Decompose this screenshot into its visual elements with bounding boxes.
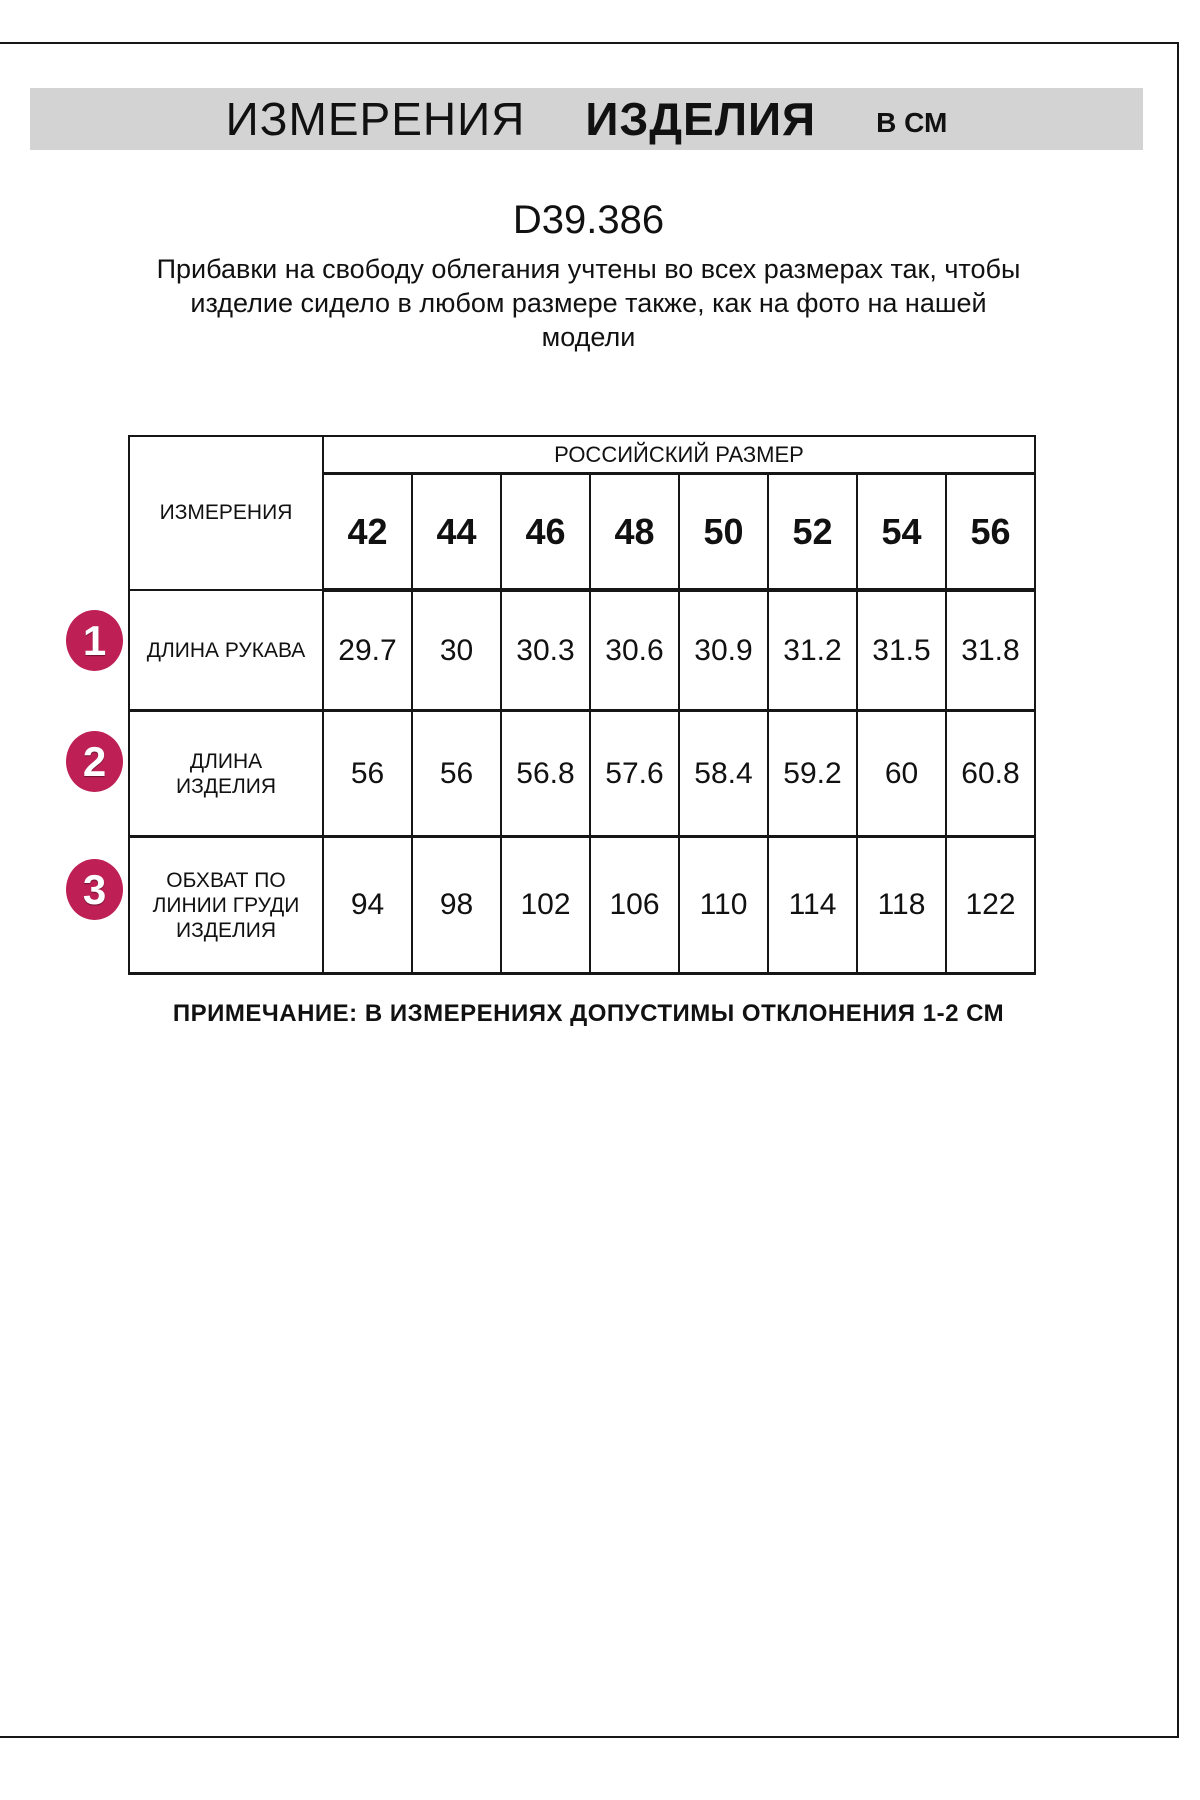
value-cell: 98 [412,837,501,974]
size-header-cell: 50 [679,474,768,591]
model-code: D39.386 [512,198,665,242]
value-cell: 102 [501,837,590,974]
value-cell: 56 [323,711,412,837]
value-cell: 60.8 [946,711,1035,837]
value-cell: 29.7 [323,590,412,711]
row-label-line: ДЛИНА [189,749,263,773]
table-row-chest-girth [129,837,1035,974]
value-cell: 57.6 [590,711,679,837]
row-marker-2: 2 [66,731,123,792]
value-cell: 106 [590,837,679,974]
title-unit: В СМ [876,107,948,138]
row-marker-3: 3 [66,859,123,920]
size-header-cell: 44 [412,474,501,591]
description-line: модели [541,322,636,352]
value-cell: 118 [857,837,946,974]
value-cell: 30.6 [590,590,679,711]
table-row-product-length [129,711,1035,837]
value-cell: 31.2 [768,590,857,711]
value-cell: 110 [679,837,768,974]
table-row-sleeve-length [129,590,1035,711]
description [0,252,1177,354]
tolerance-note: ПРИМЕЧАНИЕ: В ИЗМЕРЕНИЯХ ДОПУСТИМЫ ОТКЛОНЕНИЯ 1-2 СМ [172,1000,1005,1027]
row-label-line: ИЗДЕЛИЯ [175,918,277,942]
title-measurements: ИЗМЕРЕНИЯ [225,93,526,145]
description-line: Прибавки на свободу облегания учтены во всех размерах так, чтобы [156,254,1021,284]
value-cell: 122 [946,837,1035,974]
description-line: изделие сидело в любом размере также, как на фото на нашей [190,288,987,318]
title-product: ИЗДЕЛИЯ [585,93,817,145]
row-label-cell [129,590,323,711]
row-label-line: ДЛИНА РУКАВА [146,638,306,662]
title-bar [30,88,1143,150]
value-cell: 94 [323,837,412,974]
size-table [128,435,1036,975]
value-cell: 56 [412,711,501,837]
value-cell: 56.8 [501,711,590,837]
size-header-cell: 54 [857,474,946,591]
row-label-line: ИЗДЕЛИЯ [175,774,277,798]
row-label-line: ОБХВАТ ПО [166,868,286,892]
size-header-cell: 56 [946,474,1035,591]
value-cell: 58.4 [679,711,768,837]
value-cell: 114 [768,837,857,974]
value-cell: 31.5 [857,590,946,711]
value-cell: 30 [412,590,501,711]
row-label-cell [129,837,323,974]
size-header-cell: 52 [768,474,857,591]
row-label-cell [129,711,323,837]
value-cell: 30.9 [679,590,768,711]
measure-header-cell: ИЗМЕРЕНИЯ [129,436,323,590]
value-cell: 59.2 [768,711,857,837]
value-cell: 31.8 [946,590,1035,711]
row-label-line: ЛИНИИ ГРУДИ [152,893,300,917]
group-header-cell: РОССИЙСКИЙ РАЗМЕР [323,436,1035,474]
size-header-cell: 46 [501,474,590,591]
size-header-cell: 48 [590,474,679,591]
table-group-header-row [129,436,1035,474]
value-cell: 60 [857,711,946,837]
size-header-cell: 42 [323,474,412,591]
row-marker-1: 1 [66,610,123,671]
value-cell: 30.3 [501,590,590,711]
